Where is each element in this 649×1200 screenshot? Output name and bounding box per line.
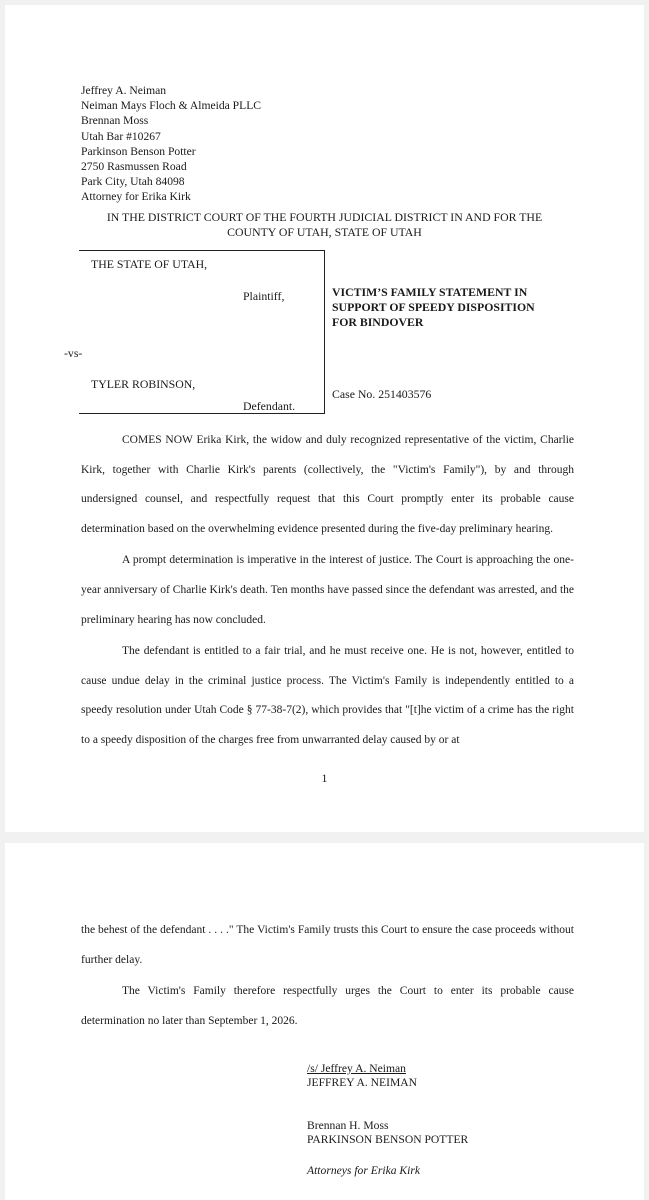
court-line-1: IN THE DISTRICT COURT OF THE FOURTH JUDICIAL DISTRICT IN AND FOR THE	[106, 210, 543, 224]
attorneys-for: Attorneys for Erika Kirk	[307, 1164, 421, 1177]
case-caption-box	[64, 250, 325, 414]
signature-line: /s/ Jeffrey A. Neiman	[307, 1062, 406, 1075]
document-body-continued	[81, 916, 574, 1038]
header-line: Utah Bar #10267	[81, 129, 161, 143]
header-line: Brennan Moss	[81, 114, 149, 128]
co-counsel-name: Brennan H. Moss	[307, 1119, 389, 1132]
title-line: VICTIM’S FAMILY STATEMENT IN	[332, 285, 528, 299]
paragraph: The defendant is entitled to a fair trial, and he must receive one. He is not, however, entitled to cause undue delay in the criminal justice process. The Victim's Family is independently entitled to a speedy resolution under Utah Code § 77-38-7(2), which provides that "[t]he victim of a crime has the right to a speedy disposition of the charges free from unwarranted delay caused by or at	[81, 645, 574, 746]
attorney-header	[81, 83, 261, 205]
header-line: Jeffrey A. Neiman	[81, 84, 167, 97]
paragraph: COMES NOW Erika Kirk, the widow and duly recognized representative of the victim, Charlie Kirk, together with Charlie Kirk's parents (collectively, the "Victim's Family"), by and through undersigned counsel, and respectfully request that this Court promptly enter its probable cause determination based on the overwhelming evidence presented during the five-day preliminary hearing.	[81, 434, 574, 535]
signer-name: JEFFREY A. NEIMAN	[307, 1076, 418, 1090]
header-line: Park City, Utah 84098	[81, 175, 185, 189]
page-number: 1	[321, 771, 328, 785]
co-counsel-block	[307, 1119, 468, 1147]
document-page-2	[5, 843, 644, 1200]
plaintiff-label: Plaintiff,	[243, 289, 285, 303]
paragraph: The Victim's Family therefore respectfully urges the Court to enter its probable cause determination no later than September 1, 2026.	[81, 985, 574, 1027]
plaintiff-name: THE STATE OF UTAH,	[91, 257, 208, 271]
signature-block	[307, 1062, 417, 1090]
case-number: Case No. 251403576	[332, 387, 432, 401]
document-page-1	[5, 5, 644, 832]
title-line: SUPPORT OF SPEEDY DISPOSITION	[332, 300, 535, 315]
court-line-2: COUNTY OF UTAH, STATE OF UTAH	[227, 225, 422, 239]
defendant-name: TYLER ROBINSON,	[91, 377, 196, 391]
document-body	[81, 426, 574, 758]
header-line: Neiman Mays Floch & Almeida PLLC	[81, 99, 262, 113]
firm-name: PARKINSON BENSON POTTER	[307, 1133, 469, 1147]
defendant-label: Defendant.	[243, 399, 296, 413]
paragraph-continued: the behest of the defendant . . . ." The Victim's Family trusts this Court to ensure the case proceeds without further delay.	[81, 924, 574, 966]
header-line: Attorney for Erika Kirk	[81, 190, 191, 204]
versus-label: -vs-	[64, 346, 83, 360]
paragraph: A prompt determination is imperative in the interest of justice. The Court is approaching the one-year anniversary of Charlie Kirk's death. Ten months have passed since the defendant was arrested, and the preliminary hearing has now concluded.	[81, 554, 574, 626]
header-line: Parkinson Benson Potter	[81, 144, 196, 158]
court-heading	[5, 210, 644, 240]
document-title	[332, 285, 535, 331]
header-line: 2750 Rasmussen Road	[81, 160, 187, 174]
title-line: FOR BINDOVER	[332, 315, 424, 330]
